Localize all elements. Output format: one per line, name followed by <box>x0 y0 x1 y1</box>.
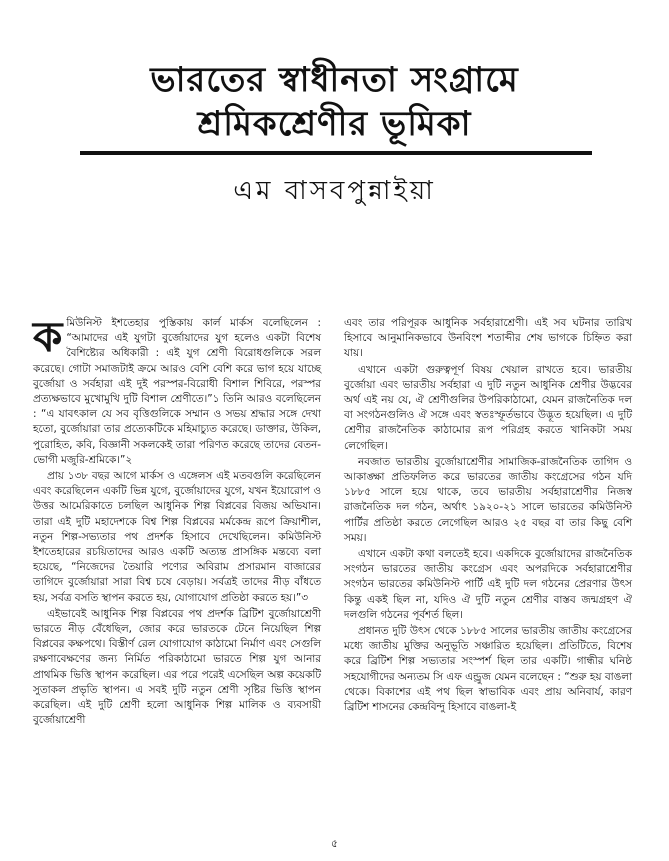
right-paragraph-2: এখানে একটা গুরুত্বপূর্ণ বিষয় খেয়াল রাখতে হবে। ভারতীয় বুর্জোয়া এবং ভারতীয় সর্বহারা এ দুটি নতুন আধুনিক শ্রেণীর উদ্ভবের অর্থ এই নয় যে, ঐ শ্রেণীগুলির উপরিকাঠামো, যেমন রাজনৈতিক দল বা সংগঠনগুলিও ঐ সঙ্গে এবং স্বতঃস্ফূর্তভাবে উদ্ভূত হয়েছিল। এ দুটি শ্রেণীর রাজনৈতিক কাঠামোর রূপ পরিগ্রহ করতে খানিকটা সময় লেগেছিল। <box>344 363 632 452</box>
right-paragraph-5: প্রধানত দুটি উৎস থেকে ১৮৮৫ সালের ভারতীয় জাতীয় কংগ্রেসের মধ্যে জাতীয় মুক্তির অনুভূতি সঞ্চারিত হয়েছিল। প্রতিটিতে, বিশেষ করে ব্রিটিশ শিল্প সভ্যতার সংস্পর্শ ছিল তার একটি। গান্ধীর ঘনিষ্ঠ সহযোগীদের অন্যতম সি এফ এন্ড্রুজ যেমন বলেছেন : “শুরু হয় বাঙলা থেকে। বিকাশের এই পথ ছিল স্বাভাবিক এবং প্রায় অনিবার্য, কারণ ব্রিটিশ শাসনের কেন্দ্রবিন্দু হিসাবে বাঙলা-ই <box>344 625 632 714</box>
drop-cap: ক <box>33 312 63 361</box>
page-number: ৫ <box>330 837 339 850</box>
left-column <box>33 312 321 729</box>
article-title-line-2: শ্রমিকশ্রেণীর ভূমিকা <box>197 104 472 144</box>
title-rule <box>80 151 592 155</box>
left-paragraph-3: এইভাবেই আধুনিক শিল্প বিপ্লবের পথ প্রদর্শক ব্রিটিশ বুর্জোয়াশ্রেণী ভারতে নীড় বেঁধেছিল, জোর করে ভারতকে টেনে নিয়েছিল শিল্প বিপ্লবের কক্ষপথে। বিস্তীর্ণ রেল যোগাযোগ কাঠামো নির্মাণ এবং সেগুলি রক্ষণাবেক্ষণের জন্য নির্মিত পরিকাঠামো ভারতে শিল্প যুগ আনার প্রাথমিক ভিত্তি স্থাপন করেছিল। এর পরে পরেই এসেছিল অল্প কয়েকটি সুতাকল প্রভৃতি স্থাপন। এ সবই দুটি নতুন শ্রেণী সৃষ্টির ভিত্তি স্থাপন করেছিল। এই দুটি শ্রেণী হলো আধুনিক শিল্প মালিক ও ব্যবসায়ী বুর্জোয়াশ্রেণী <box>33 607 321 727</box>
left-paragraph-1-text: মিউনিস্ট ইশতেহার পুস্তিকায় কার্ল মার্কস বলেছিলেন : “আমাদের এই যুগটা বুর্জোয়াদের যুগ হলেও একটা বিশেষ বৈশিষ্ট্যের অধিকারী : এই যুগ শ্রেণী বিরোধগুলিকে সরল করেছে। গোটা সমাজটাই ক্রমে আরও বেশি বেশি করে ভাগ হয়ে যাচ্ছে বুর্জোয়া ও সর্বহারা এই দুই পরস্পর-বিরোধী বিশাল শিবিরে, পরস্পর প্রত্যক্ষভাবে মুখোমুখি দুটি বিশাল শ্রেণীতে।”১ তিনি আরও বলেছিলেন : “এ যাবৎকাল যে সব বৃত্তিগুলিকে সম্মান ও সভয় শ্রদ্ধার সঙ্গে দেখা হতো, বুর্জোয়ারা তার প্রত্যেকটিকে মহিমাচ্যুত করেছে। ডাক্তার, উকিল, পুরোহিত, কবি, বিজ্ঞানী সকলকেই তারা পরিণত করেছে তাদের বেতন-ভোগী মজুরি-শ্রমিকে।”২ <box>33 317 321 466</box>
right-paragraph-3: নবজাত ভারতীয় বুর্জোয়াশ্রেণীর সামাজিক-রাজনৈতিক তাগিদ ও আকাঙ্ক্ষা প্রতিফলিত করে ভারতের জাতীয় কংগ্রেসের গঠন যদি ১৮৮৫ সালে হয়ে থাকে, তবে ভারতীয় সর্বহারাশ্রেণীর নিজস্ব রাজনৈতিক দল গঠন, অর্থাৎ ১৯২০-২১ সালে ভারতের কমিউনিস্ট পার্টির প্রতিষ্ঠা করতে লেগেছিল আরও ২৫ বছর বা তার কিছু বেশি সময়। <box>344 455 632 544</box>
right-paragraph-1: এবং তার পরিপূরক আধুনিক সর্বহারাশ্রেণী। এই সব ঘটনার তারিখ হিসাবে আনুমানিকভাবে উনবিংশ শতাব্দীর শেষ ভাগকে চিহ্নিত করা যায়। <box>344 317 632 360</box>
right-column <box>344 316 632 716</box>
article-title-line-1: ভারতের স্বাধীনতা সংগ্রামে <box>150 60 519 100</box>
left-paragraph-1 <box>33 312 321 468</box>
right-paragraph-4: এখানে একটা কথা বলতেই হবে। একদিকে বুর্জোয়াদের রাজনৈতিক সংগঠন ভারতের জাতীয় কংগ্রেস এবং অপরদিকে সর্বহারাশ্রেণীর সংগঠন ভারতের কমিউনিস্ট পার্টি এই দুটি দল গঠনের প্রেরণার উৎস কিন্তু একই ছিল না, যদিও ঐ দুটি নতুন শ্রেণীর বাস্তব জন্মগ্রহণ ঐ দলগুলি গঠনের পূর্বশর্ত ছিল। <box>344 548 632 621</box>
left-paragraph-2: প্রায় ১৩৮ বছর আগে মার্কস ও এঙ্গেলস এই মতবগুলি করেছিলেন এবং করেছিলেন একটি ভিন্ন যুগে, বুর্জোয়াদের যুগে, যখন ইয়োরোপ ও উত্তর আমেরিকাতে চলছিল আধুনিক শিল্প বিপ্লবের বিজয় অভিযান। তারা এই দুটি মহাদেশকে বিশ্ব শিল্প বিপ্লবের মর্মকেন্দ্র রূপে ক্রিয়াশীল, নতুন শিল্প-সভ্যতার পথ প্রদর্শক হিসাবে দেখেছিলেন। কমিউনিস্ট ইশতেহারের রচয়িতাদের আরও একটি অত্যন্ত প্রাসঙ্গিক মন্তব্যে বলা হয়েছে, “নিজেদের তৈয়ারি পণ্যের অবিরাম প্রসারমান বাজারের তাগিদে বুর্জোয়ারা সারা বিশ্ব চষে বেড়ায়। সর্বত্রই তাদের নীড় বাঁধতে হয়, সর্বত্র বসতি স্থাপন করতে হয়, যোগাযোগ প্রতিষ্ঠা করতে হয়।”৩ <box>33 470 321 604</box>
article-author: এম বাসবপুন্নাইয়া <box>233 176 436 206</box>
